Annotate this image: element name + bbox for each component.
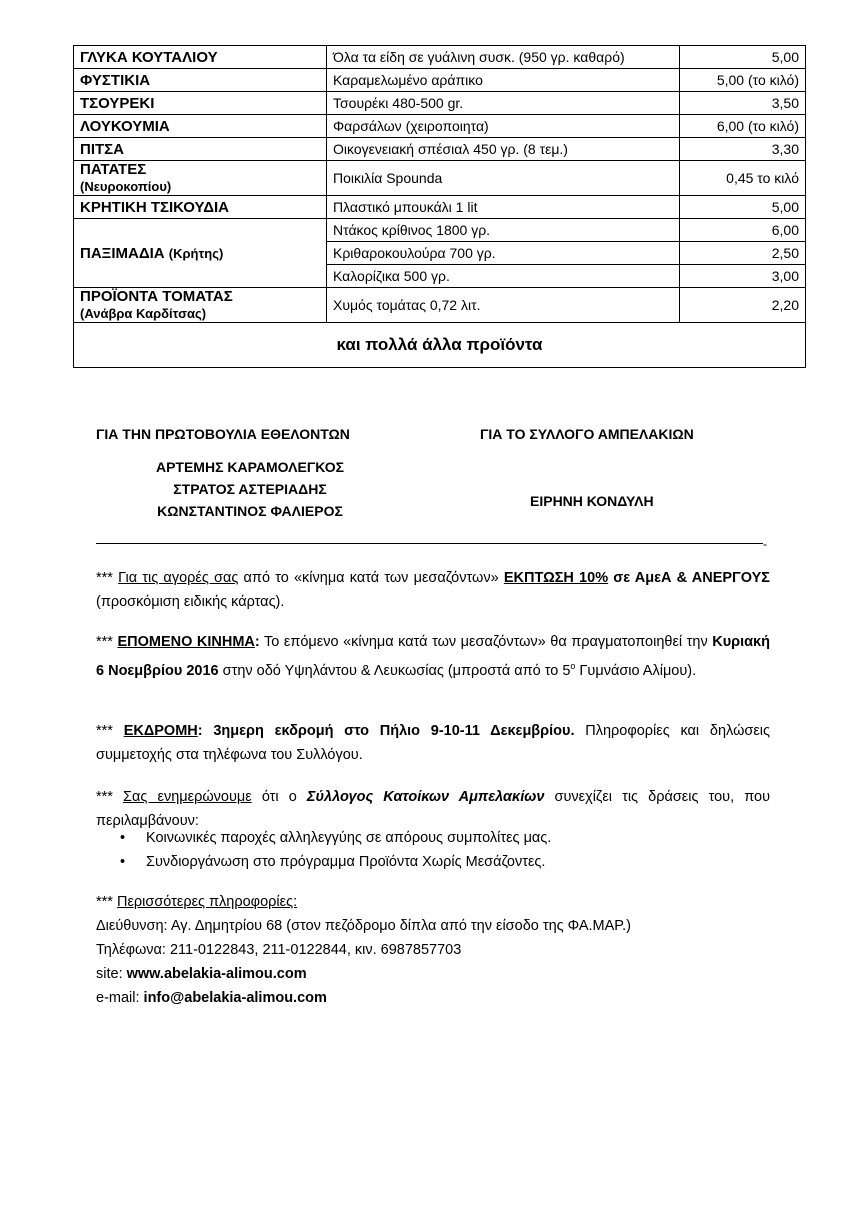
stars: ***: [96, 723, 113, 739]
table-footer: και πολλά άλλα προϊόντα: [74, 323, 806, 368]
product-price: 5,00: [680, 46, 806, 69]
volunteer-name: ΑΡΤΕΜΗΣ ΚΑΡΑΜΟΛΕΓΚΟΣ: [155, 459, 345, 475]
product-name: ΦΥΣΤΙΚΙΑ: [74, 69, 327, 92]
product-price: 3,30: [680, 138, 806, 161]
excursion-notice: *** ΕΚΔΡΟΜΗ: 3ημερη εκδρομή στο Πήλιο 9-10-11 Δεκεμβρίου. Πληροφορίες και δηλώσεις συμμετοχής στα τηλέφωνα του Συλλόγου.: [96, 723, 771, 763]
product-price: 2,20: [680, 288, 806, 323]
product-description: Φαρσάλων (χειροποιητα): [327, 115, 680, 138]
table-row: [74, 69, 806, 92]
product-name: ΓΛΥΚΑ ΚΟΥΤΑΛΙΟΥ: [74, 46, 327, 69]
volunteers-names: [135, 456, 365, 522]
product-description: Καραμελωμένο αράπικο: [327, 69, 680, 92]
product-description: Τσουρέκι 480-500 gr.: [327, 92, 680, 115]
product-origin: (Νευροκοπίου): [80, 179, 172, 194]
products-table: [73, 45, 806, 368]
next-event-notice: *** ΕΠΟΜΕΝΟ ΚΙΝΗΜΑ: Το επόμενο «κίνημα κατά των μεσαζόντων» θα πραγματοποιηθεί την Κυριακή 6 Νοεμβρίου 2016 στην οδό Υψηλάντου & Λευκωσίας (μπροστά από το $5^o$ Γυμνάσιο Αλίμου).: [96, 634, 771, 679]
association-heading: ΓΙΑ ΤΟ ΣΥΛΛΟΓΟ ΑΜΠΕΛΑΚΙΩΝ: [480, 426, 694, 442]
product-price: 0,45 το κιλό: [680, 161, 806, 196]
table-row: [74, 115, 806, 138]
stars: ***: [96, 634, 113, 650]
product-name: ΠΡΟΪΟΝΤΑ ΤΟΜΑΤΑΣ (Ανάβρα Καρδίτσας): [74, 288, 327, 323]
product-description: Χυμός τομάτας 0,72 λιτ.: [327, 288, 680, 323]
product-description: Οικογενειακή σπέσιαλ 450 γρ. (8 τεμ.): [327, 138, 680, 161]
volunteer-name: ΣΤΡΑΤΟΣ ΑΣΤΕΡΙΑΔΗΣ: [173, 481, 327, 497]
table-row: [74, 288, 806, 323]
product-price: 6,00: [680, 219, 806, 242]
list-item: • Κοινωνικές παροχές αλληλεγγύης σε απόρους συμπολίτες μας.: [146, 826, 551, 850]
bullet-icon: •: [120, 830, 126, 846]
stars: ***: [96, 570, 113, 586]
contact-heading: Περισσότερες πληροφορίες:: [116, 894, 298, 910]
table-row: [74, 92, 806, 115]
volunteers-heading: ΓΙΑ ΤΗΝ ΠΡΩΤΟΒΟΥΛΙΑ ΕΘΕΛΟΝΤΩΝ: [96, 426, 350, 442]
product-price: 5,00 (το κιλό): [680, 69, 806, 92]
product-name: ΛΟΥΚΟΥΜΙΑ: [74, 115, 327, 138]
table-row: [74, 161, 806, 196]
product-name: ΤΣΟΥΡΕΚΙ: [74, 92, 327, 115]
association-signatory: ΕΙΡΗΝΗ ΚΟΝΔΥΛΗ: [530, 493, 654, 509]
stars: ***: [96, 894, 113, 910]
stars: ***: [96, 789, 113, 805]
table-row: [74, 196, 806, 219]
separator-line: [96, 543, 763, 544]
product-name: ΠΙΤΣΑ: [74, 138, 327, 161]
table-row: [74, 219, 806, 242]
product-origin: (Κρήτης): [168, 245, 224, 261]
product-name: ΠΑΤΑΤΕΣ (Νευροκοπίου): [74, 161, 327, 196]
separator-tail: -: [763, 537, 767, 551]
product-description: Ντάκος κρίθινος 1800 γρ.: [327, 219, 680, 242]
product-origin: (Ανάβρα Καρδίτσας): [80, 306, 207, 321]
website-link[interactable]: www.abelakia-alimou.com: [126, 966, 307, 982]
product-price: 3,00: [680, 265, 806, 288]
product-name: ΠΑΞΙΜΑΔΙΑ (Κρήτης): [74, 219, 327, 288]
list-item: • Συνδιοργάνωση στο πρόγραμμα Προϊόντα Χωρίς Μεσάζοντες.: [146, 850, 551, 874]
product-name: ΚΡΗΤΙΚΗ ΤΣΙΚΟΥΔΙΑ: [74, 196, 327, 219]
product-price: 3,50: [680, 92, 806, 115]
activities-list: [96, 826, 551, 874]
contact-info: *** Περισσότερες πληροφορίες: Διεύθυνση: Αγ. Δημητρίου 68 (στον πεζόδρομο δίπλα από την είσοδο της ΦΑ.ΜΑΡ.) Τηλέφωνα: 211-0122843, 211-0122844, κιν. 6987857703 site: www.abelakia-alimou.com e-mail: info@abelakia-alimou.com: [96, 894, 631, 1006]
email-link[interactable]: info@abelakia-alimou.com: [143, 990, 327, 1006]
table-row: [74, 138, 806, 161]
table-row: [74, 46, 806, 69]
product-description: Καλορίζικα 500 γρ.: [327, 265, 680, 288]
contact-address: Διεύθυνση: Αγ. Δημητρίου 68 (στον πεζόδρομο δίπλα από την είσοδο της ΦΑ.ΜΑΡ.): [96, 918, 631, 934]
discount-notice: *** Για τις αγορές σας από το «κίνημα κατά των μεσαζόντων» ΕΚΠΤΩΣΗ 10% σε ΑμεΑ & ΑΝΕΡΓΟΥΣ (προσκόμιση ειδικής κάρτας).: [96, 570, 771, 610]
product-description: Ποικιλία Spounda: [327, 161, 680, 196]
activities-notice: *** Σας ενημερώνουμε ότι ο Σύλλογος Κατοίκων Αμπελακίων συνεχίζει τις δράσεις του, που περιλαμβάνουν:: [96, 789, 771, 829]
products-body: [74, 46, 806, 323]
volunteer-name: ΚΩΝΣΤΑΝΤΙΝΟΣ ΦΑΛΙΕΡΟΣ: [157, 503, 343, 519]
product-price: 2,50: [680, 242, 806, 265]
contact-phones: Τηλέφωνα: 211-0122843, 211-0122844, κιν. 6987857703: [96, 942, 462, 958]
bullet-icon: •: [120, 854, 126, 870]
product-description: Πλαστικό μπουκάλι 1 lit: [327, 196, 680, 219]
product-description: Κριθαροκουλούρα 700 γρ.: [327, 242, 680, 265]
product-price: 6,00 (το κιλό): [680, 115, 806, 138]
product-description: Όλα τα είδη σε γυάλινη συσκ. (950 γρ. καθαρό): [327, 46, 680, 69]
product-price: 5,00: [680, 196, 806, 219]
